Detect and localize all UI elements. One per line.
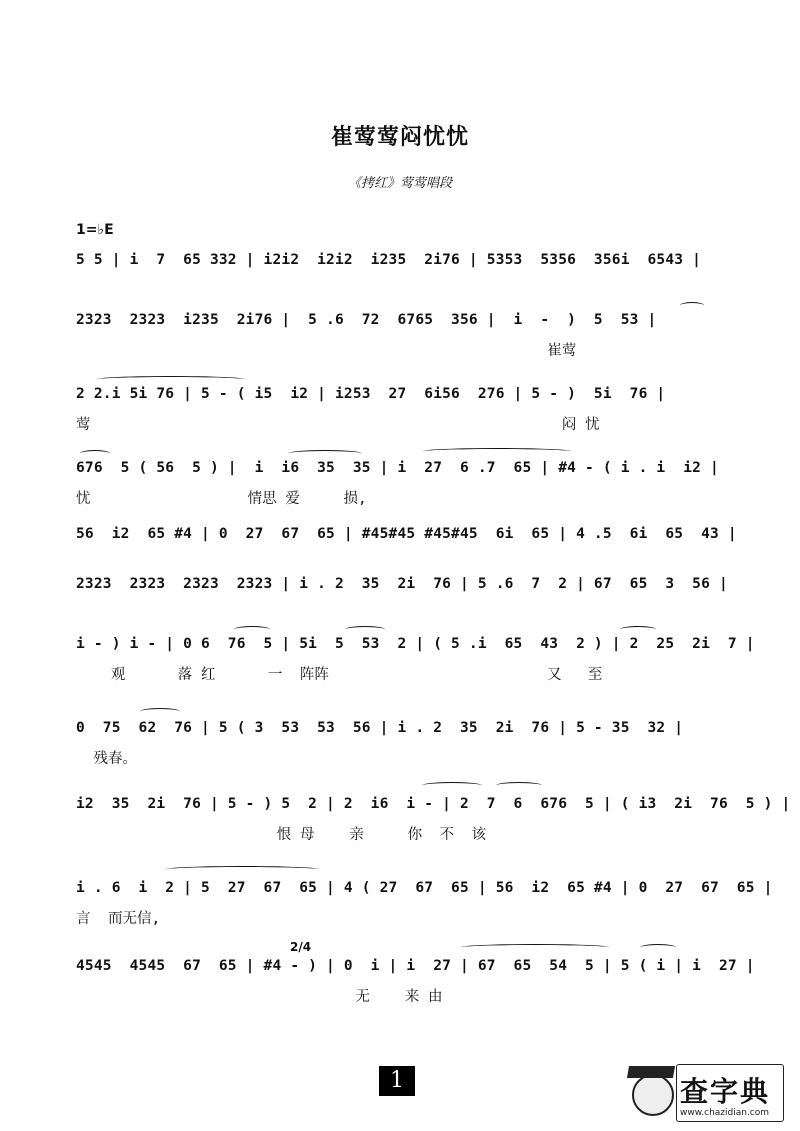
score-notes: 4545 4545 67 65 | #4 - ) | 0 i | i 27 | 67 65 54 5 | 5 ( i | i 27 | [76, 958, 755, 974]
key-signature: 1=♭E [76, 222, 114, 238]
score-notes: i - ) i - | 0 6 76 5 | 5i 5 53 2 | ( 5 .i 65 43 2 ) | 2 25 2i 7 | [76, 636, 755, 652]
score-line [76, 796, 791, 856]
score-line [76, 636, 755, 696]
score-lyrics: 言 而无信, [76, 911, 161, 927]
site-logo[interactable] [628, 1064, 788, 1124]
page-subtitle: 《拷红》莺莺唱段 [347, 176, 452, 191]
slur [620, 626, 656, 633]
slur [234, 626, 270, 633]
score-notes: 0 75 62 76 | 5 ( 3 53 53 56 | i . 2 35 2i 76 | 5 - 35 32 | [76, 720, 684, 736]
slur [640, 944, 676, 951]
score-notes: 676 5 ( 56 5 ) | i i6 35 35 | i 27 6 .7 65 | #4 - ( i . i i2 | [76, 460, 719, 476]
score-line [76, 880, 773, 940]
graduation-cap-icon [627, 1066, 675, 1078]
score-line [76, 720, 726, 780]
score-line [76, 460, 726, 520]
score-notes: 2323 2323 i235 2i76 | 5 .6 72 6765 356 | i - ) 5 53 | [76, 312, 657, 328]
score-lyrics: 残春。 [76, 751, 137, 767]
score-notes: 2 2.i 5i 76 | 5 - ( i5 i2 | i253 27 6i56 276 | 5 - ) 5i 76 | [76, 386, 666, 402]
score-lyrics: 观 落 红 一 阵阵 又 至 [76, 667, 603, 683]
score-notes: 5 5 | i 7 65 332 | i2i2 i2i2 i235 2i76 | 5353 5356 356i 6543 | [76, 252, 702, 268]
score-line [76, 958, 755, 1018]
score-notes: 2323 2323 2323 2323 | i . 2 35 2i 76 | 5 .6 7 2 | 67 65 3 56 | [76, 576, 728, 592]
score-notes: i2 35 2i 76 | 5 - ) 5 2 | 2 i6 i - | 2 7 6 676 5 | ( i3 2i 76 5 ) | [76, 796, 791, 812]
slur [288, 450, 362, 457]
page-title: 崔莺莺闷忧忧 [330, 124, 469, 150]
slur [80, 450, 110, 457]
slur [422, 782, 482, 789]
slur [460, 944, 610, 951]
slur [96, 376, 246, 383]
score-line [76, 312, 726, 372]
slur [680, 302, 704, 309]
page-number: 1 [379, 1066, 415, 1096]
slur [496, 782, 542, 789]
score-lyrics: 无 来 由 [76, 989, 443, 1005]
score-notes: i . 6 i 2 | 5 27 67 65 | 4 ( 27 67 65 | 56 i2 65 #4 | 0 27 67 65 | [76, 880, 773, 896]
slur [345, 626, 385, 633]
slur [165, 866, 320, 873]
meter-change: 2/4 [290, 940, 312, 954]
score-lyrics: 莺 闷 忧 [76, 417, 600, 433]
score-lyrics: 崔莺 [76, 343, 577, 359]
score-lyrics: 忧 情思 爱 损, [76, 491, 367, 507]
slur [140, 708, 180, 715]
score-notes: 56 i2 65 #4 | 0 27 67 65 | #45#45 #45#45 6i 65 | 4 .5 6i 65 43 | [76, 526, 737, 542]
score-line [76, 252, 726, 312]
slur [422, 448, 572, 455]
logo-url: www.chazidian.com [680, 1108, 770, 1118]
mascot-icon [632, 1074, 674, 1116]
score-line [76, 386, 726, 446]
score-lyrics: 恨 母 亲 你 不 该 [76, 827, 486, 843]
logo-text: 查字典 [680, 1075, 771, 1108]
